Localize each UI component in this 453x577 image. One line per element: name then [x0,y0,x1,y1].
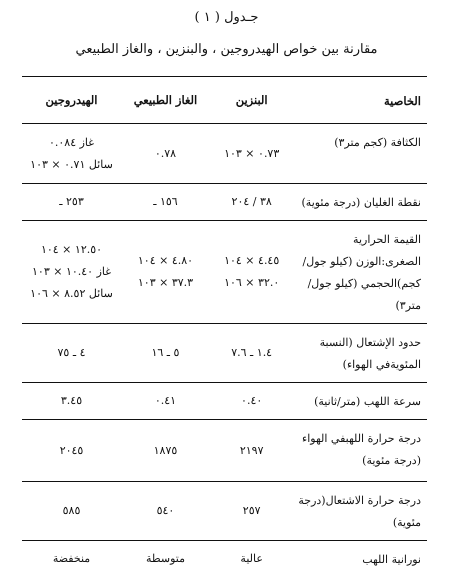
cell-line: في الهواء) [343,358,391,371]
table-row [22,184,427,221]
header-hydrogen: الهيدروجين [22,77,121,124]
natural-gas-cell [121,324,210,383]
cell-line: نورانية اللهب [362,553,421,566]
cell-line: ٠.٧٣ × ١٠٣ [212,143,292,165]
natural-gas-cell [121,124,210,184]
gasoline-cell [210,482,294,541]
hydrogen-cell [22,124,121,184]
cell-line: (درجة مئوية) [298,494,421,529]
table-row [22,383,427,420]
cell-line: حدود الإشتعال (النسبة المئوية [320,336,421,371]
natural-gas-cell [121,221,210,324]
cell-line: ٠.٤١ [123,390,208,412]
property-cell [293,383,427,420]
natural-gas-cell [121,541,210,577]
cell-line: درجة حرارة الاشتعال [326,494,421,507]
cell-line: ١٢.٥٠ × ١٠٤ [24,239,119,261]
property-cell [293,324,427,383]
cell-line: ٥٤٠ [123,500,208,522]
natural-gas-cell [121,482,210,541]
comparison-table [22,76,427,577]
table-title: جـدول ( ١ ) [0,10,453,25]
natural-gas-cell [121,383,210,420]
header-property: الخاصية [293,77,427,124]
cell-line: الوزن (كيلو جول/كجم) [303,255,421,290]
cell-line: منخفضة [24,548,119,570]
gasoline-cell [210,541,294,577]
cell-line: ٣٨ / ٢٠٤ [212,191,292,213]
hydrogen-cell [22,184,121,221]
cell-line: ٢٥٧ [212,500,292,522]
cell-line: القيمة الحرارية الصغرى: [353,233,421,268]
table-subtitle: مقارنة بين خواص الهيدروجين ، والبنزين ، والغاز الطبيعي [0,42,453,57]
hydrogen-cell [22,541,121,577]
table-row [22,541,427,577]
cell-line: ٥ ـ ١٦ [123,342,208,364]
cell-line: ٤.٤٥ × ١٠٤ [212,250,292,272]
table-row [22,420,427,482]
cell-line: ١٥٦ ـ [123,191,208,213]
gasoline-cell [210,124,294,184]
header-row [22,77,427,124]
gasoline-cell [210,184,294,221]
cell-line: ٢٥٣ ـ [24,191,119,213]
natural-gas-cell [121,420,210,482]
cell-line: ٢٠٤٥ [24,440,119,462]
cell-line: ١.٤ ـ ٧.٦ [212,342,292,364]
cell-line: نقطة الغليان (درجة مئوية) [302,196,422,209]
gasoline-cell [210,420,294,482]
cell-line: ٠.٤٠ [212,390,292,412]
cell-line: ٣٢.٠ × ١٠٦ [212,272,292,294]
property-cell [293,482,427,541]
property-cell [293,541,427,577]
table-row [22,221,427,324]
cell-line: ٣.٤٥ [24,390,119,412]
gasoline-cell [210,383,294,420]
property-cell [293,184,427,221]
cell-line: درجة حرارة اللهب [346,432,421,445]
cell-line: ٠.٧٨ [123,143,208,165]
cell-line: في الهواء (درجة مئوية) [302,432,421,467]
table-row [22,124,427,184]
cell-line: متوسطة [123,548,208,570]
property-cell [293,124,427,184]
table-row [22,482,427,541]
header-gasoline: البنزين [210,77,294,124]
cell-line: غاز ٠.٠٨٤ [24,132,119,154]
cell-line: ١٨٧٥ [123,440,208,462]
cell-line: ٥٨٥ [24,500,119,522]
cell-line: ٢١٩٧ [212,440,292,462]
property-cell [293,221,427,324]
cell-line: الكثافة (كجم متر٣) [334,136,421,149]
cell-line: سرعة اللهب (متر/ثانية) [314,395,421,408]
hydrogen-cell [22,324,121,383]
hydrogen-cell [22,482,121,541]
cell-line: ٤ ـ ٧٥ [24,342,119,364]
hydrogen-cell [22,420,121,482]
cell-line: سائل ٨.٥٢ × ١٠٦ [24,283,119,305]
header-natural-gas: الغاز الطبيعي [121,77,210,124]
table-row [22,324,427,383]
property-cell [293,420,427,482]
hydrogen-cell [22,383,121,420]
cell-line: ٤.٨٠ × ١٠٤ [123,250,208,272]
cell-line: ٣٧.٣ × ١٠٣ [123,272,208,294]
hydrogen-cell [22,221,121,324]
natural-gas-cell [121,184,210,221]
gasoline-cell [210,221,294,324]
cell-line: الحجمي (كيلو جول/متر٣) [308,277,421,312]
cell-line: سائل ٠.٧١ × ١٠٣ [24,154,119,176]
cell-line: عالية [212,548,292,570]
cell-line: غاز ١٠.٤٠ × ١٠٣ [24,261,119,283]
gasoline-cell [210,324,294,383]
